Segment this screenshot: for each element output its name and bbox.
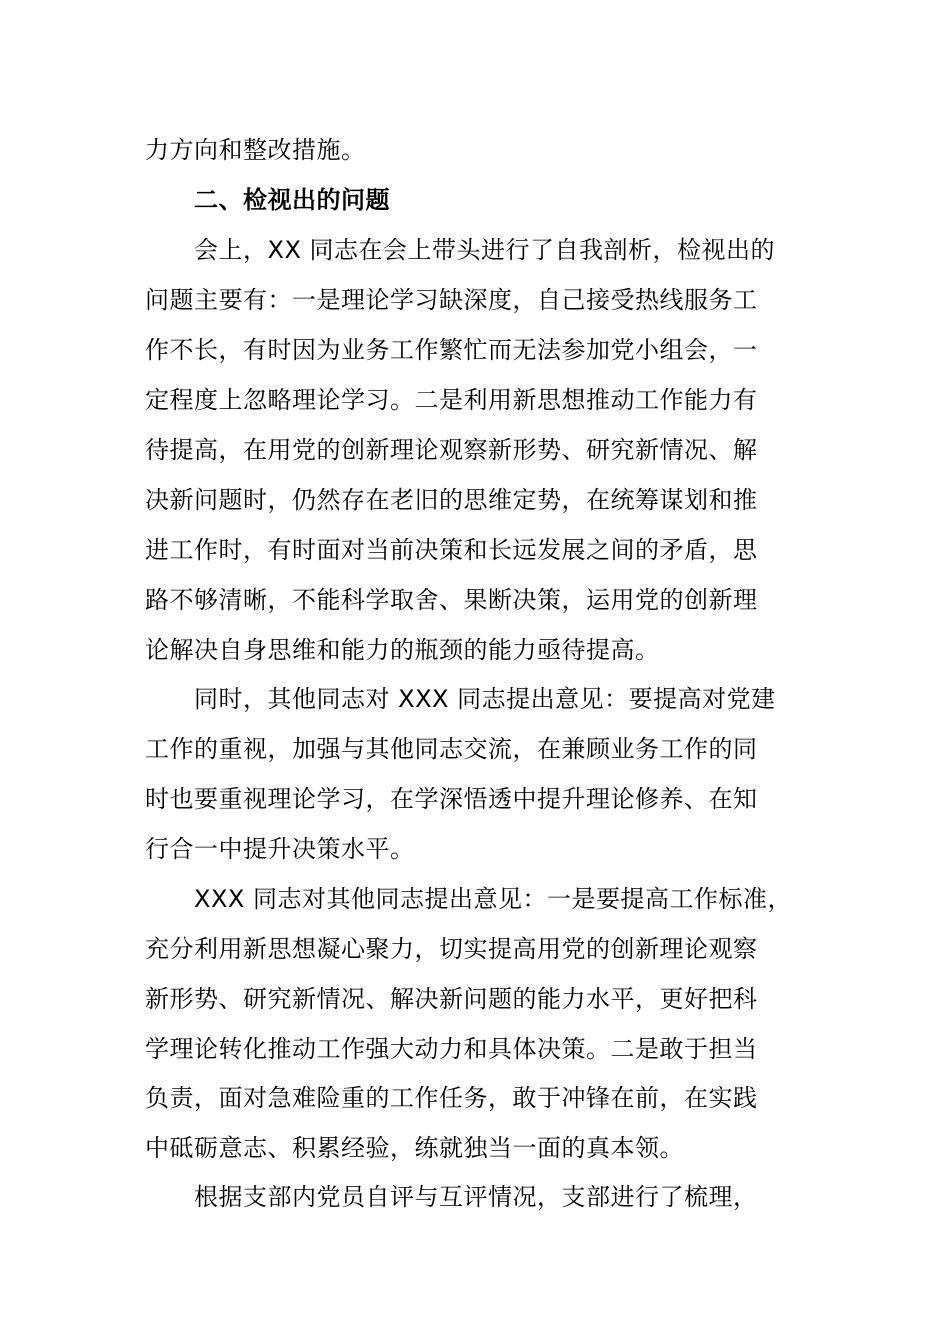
text-line: 学理论转化推动工作强大动力和具体决策。二是敢于担当: [145, 1035, 758, 1063]
text-line: 工作的重视，加强与其他同志交流，在兼顾业务工作的同: [145, 735, 758, 763]
text-line: 行合一中提升决策水平。: [145, 835, 415, 863]
text-line: 根据支部内党员自评与互评情况，支部进行了梳理，: [194, 1183, 758, 1211]
text-line: 会上，XX 同志在会上带头进行了自我剖析，检视出的: [194, 236, 776, 264]
text-line: 问题主要有：一是理论学习缺深度，自己接受热线服务工: [145, 286, 758, 314]
text-line: XXX 同志对其他同志提出意见：一是要提高工作标准，: [194, 885, 792, 913]
text-line: 充分利用新思想凝心聚力，切实提高用党的创新理论观察: [145, 935, 758, 963]
text-line: 待提高，在用党的创新理论观察新形势、研究新情况、解: [145, 436, 758, 464]
text-line: 论解决自身思维和能力的瓶颈的能力亟待提高。: [145, 636, 660, 664]
text-line: 时也要重视理论学习，在学深悟透中提升理论修养、在知: [145, 785, 758, 813]
text-line: 中砥砺意志、积累经验，练就独当一面的真本领。: [145, 1134, 684, 1162]
text-line: 同时，其他同志对 XXX 同志提出意见：要提高对党建: [194, 685, 776, 713]
section-heading: 二、检视出的问题: [194, 186, 390, 214]
text-line: 进工作时，有时面对当前决策和长远发展之间的矛盾，思: [145, 536, 758, 564]
text-line: 定程度上忽略理论学习。二是利用新思想推动工作能力有: [145, 386, 758, 414]
text-line: 路不够清晰，不能科学取舍、果断决策，运用党的创新理: [145, 586, 758, 614]
text-line: 力方向和整改措施。: [145, 136, 366, 164]
text-line: 决新问题时，仍然存在老旧的思维定势，在统筹谋划和推: [145, 486, 758, 514]
text-line: 作不长，有时因为业务工作繁忙而无法参加党小组会，一: [145, 336, 758, 364]
text-line: 新形势、研究新情况、解决新问题的能力水平，更好把科: [145, 985, 758, 1013]
text-line: 负责，面对急难险重的工作任务，敢于冲锋在前，在实践: [145, 1084, 758, 1112]
